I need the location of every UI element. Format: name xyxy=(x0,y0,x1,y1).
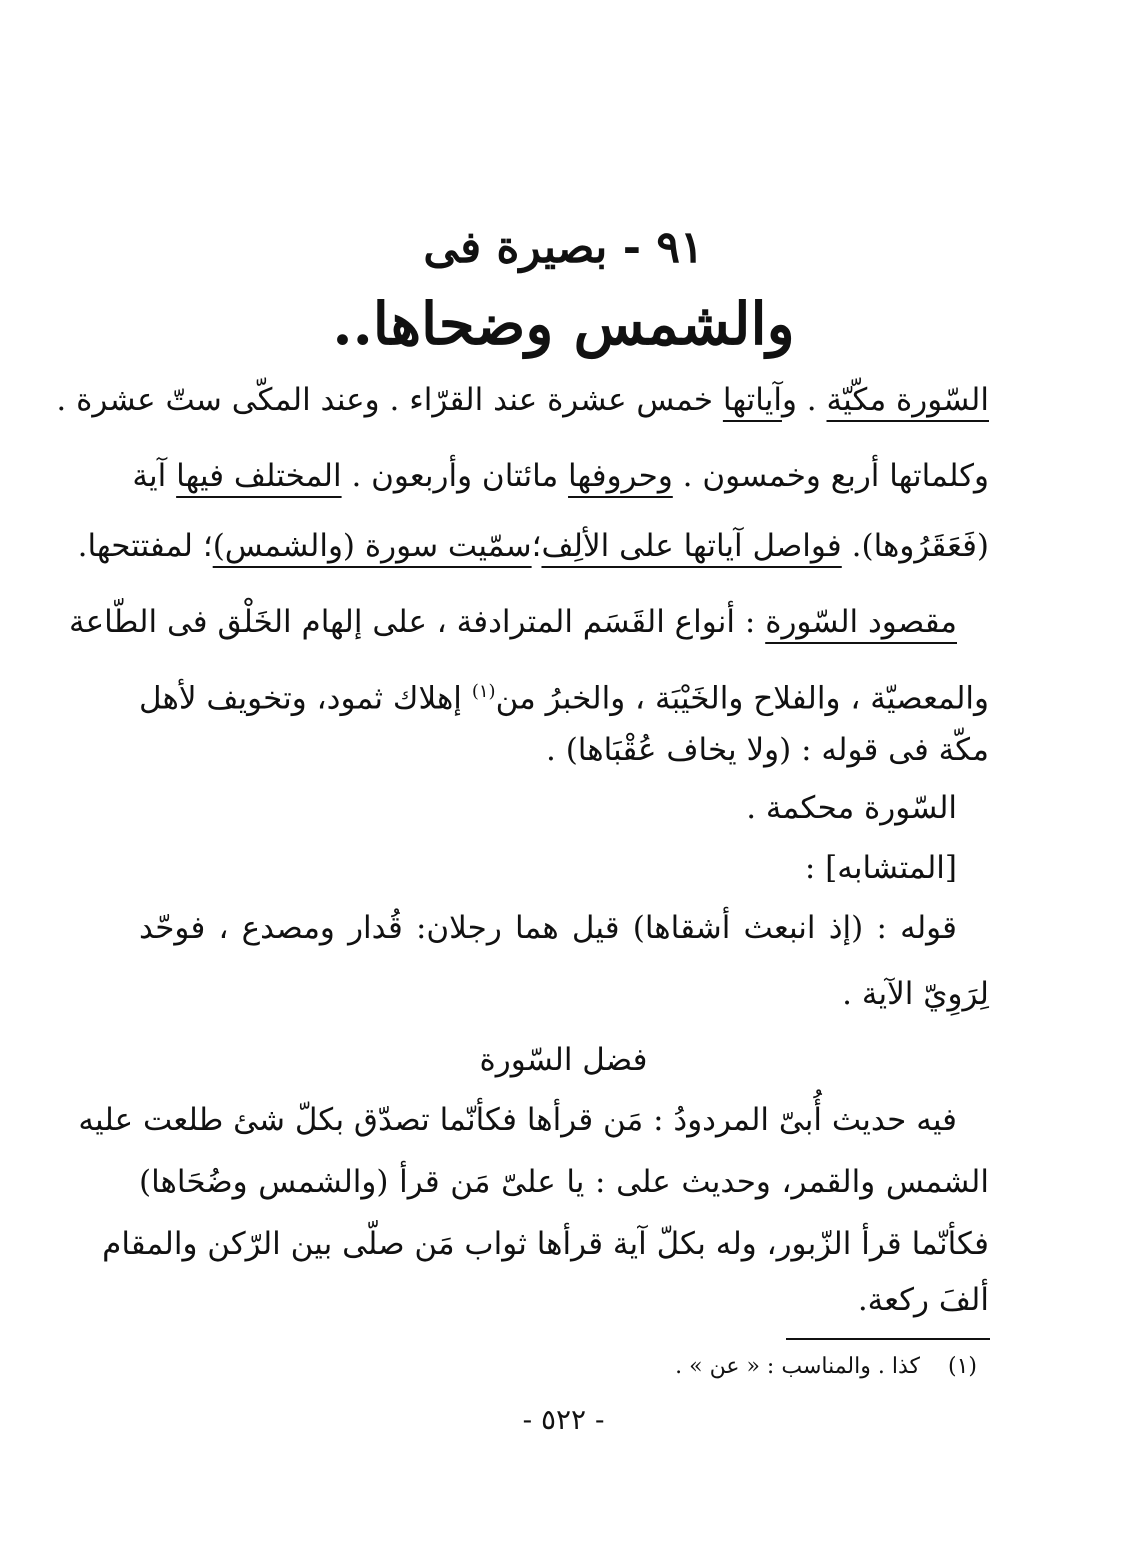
footnote-text: كذا . والمناسب : « عن » . xyxy=(675,1354,920,1379)
paragraph-2-line-3: مكّة فى قوله : (ولا يخاف عُقْبَاها) . xyxy=(545,732,989,768)
paragraph-1-line-2: وكلماتها أربع وخمسون . وحروفها مائتان وأربعون . المختلف فيها آية xyxy=(132,458,989,494)
paragraph-5-line-2: لِرَوِيّ الآية . xyxy=(842,976,989,1012)
paragraph-6-line-2: الشمس والقمر، وحديث على : يا علىّ مَن قرأ (والشمس وضُحَاها) xyxy=(139,1164,989,1200)
paragraph-1-line-3: (فَعَقَرُوها). فواصل آياتها على الألِف؛سمّيت سورة (والشمس)؛ لمفتتحها. xyxy=(77,528,989,564)
paragraph-2-line-1: مقصود السّورة : أنواع القَسَم المترادفة ، على إلهام الخَلْق فى الطّاعة xyxy=(69,604,957,640)
footnote-reference: (١) xyxy=(471,681,496,702)
footnote-divider xyxy=(786,1338,990,1340)
underlined-phrase: مقصود السّورة xyxy=(765,604,957,640)
underlined-phrase: وحروفها xyxy=(568,458,673,494)
paragraph-4: [المتشابه] : xyxy=(804,850,957,886)
section-title: فضل السّورة xyxy=(479,1042,648,1078)
underlined-phrase: سمّيت سورة (والشمس) xyxy=(212,528,532,564)
footnote-marker: (١) xyxy=(947,1354,977,1379)
chapter-title: والشمس وضحاها.. xyxy=(332,290,795,358)
chapter-number-heading: ٩١ - بصيرة فى xyxy=(423,222,704,273)
underlined-phrase: المختلف فيها xyxy=(176,458,342,494)
paragraph-6-line-4: ألفَ ركعة. xyxy=(857,1282,989,1318)
paragraph-3: السّورة محكمة . xyxy=(746,790,957,826)
paragraph-6-line-1: فيه حديث أُبىّ المردودُ : مَن قرأها فكأنّما تصدّق بكلّ شئ طلعت عليه xyxy=(78,1102,957,1138)
underlined-phrase: فواصل آياتها على الألِف xyxy=(541,528,842,564)
underlined-phrase: السّورة مكّيّة xyxy=(826,382,989,418)
underlined-phrase: آياتها xyxy=(722,382,782,418)
paragraph-6-line-3: فكأنّما قرأ الزّبور، وله بكلّ آية قرأها ثواب مَن صلّى بين الرّكن والمقام xyxy=(102,1226,989,1262)
paragraph-5-line-1: قوله : (إذ انبعث أشقاها) قيل هما رجلان: قُدار ومصدع ، فوحّد xyxy=(139,910,957,946)
page-number: - ٥٢٢ - xyxy=(522,1403,605,1436)
paragraph-2-line-2: والمعصيّة ، والفلاح والخَيْبَة ، والخبرُ من$^{(١)}$ إهلاك ثمود، وتخويف لأهل xyxy=(139,680,990,717)
paragraph-1-line-1: السّورة مكّيّة . وآياتها خمس عشرة عند القرّاء . وعند المكّى ستّ عشرة . xyxy=(56,382,989,418)
footnote xyxy=(675,1350,977,1384)
